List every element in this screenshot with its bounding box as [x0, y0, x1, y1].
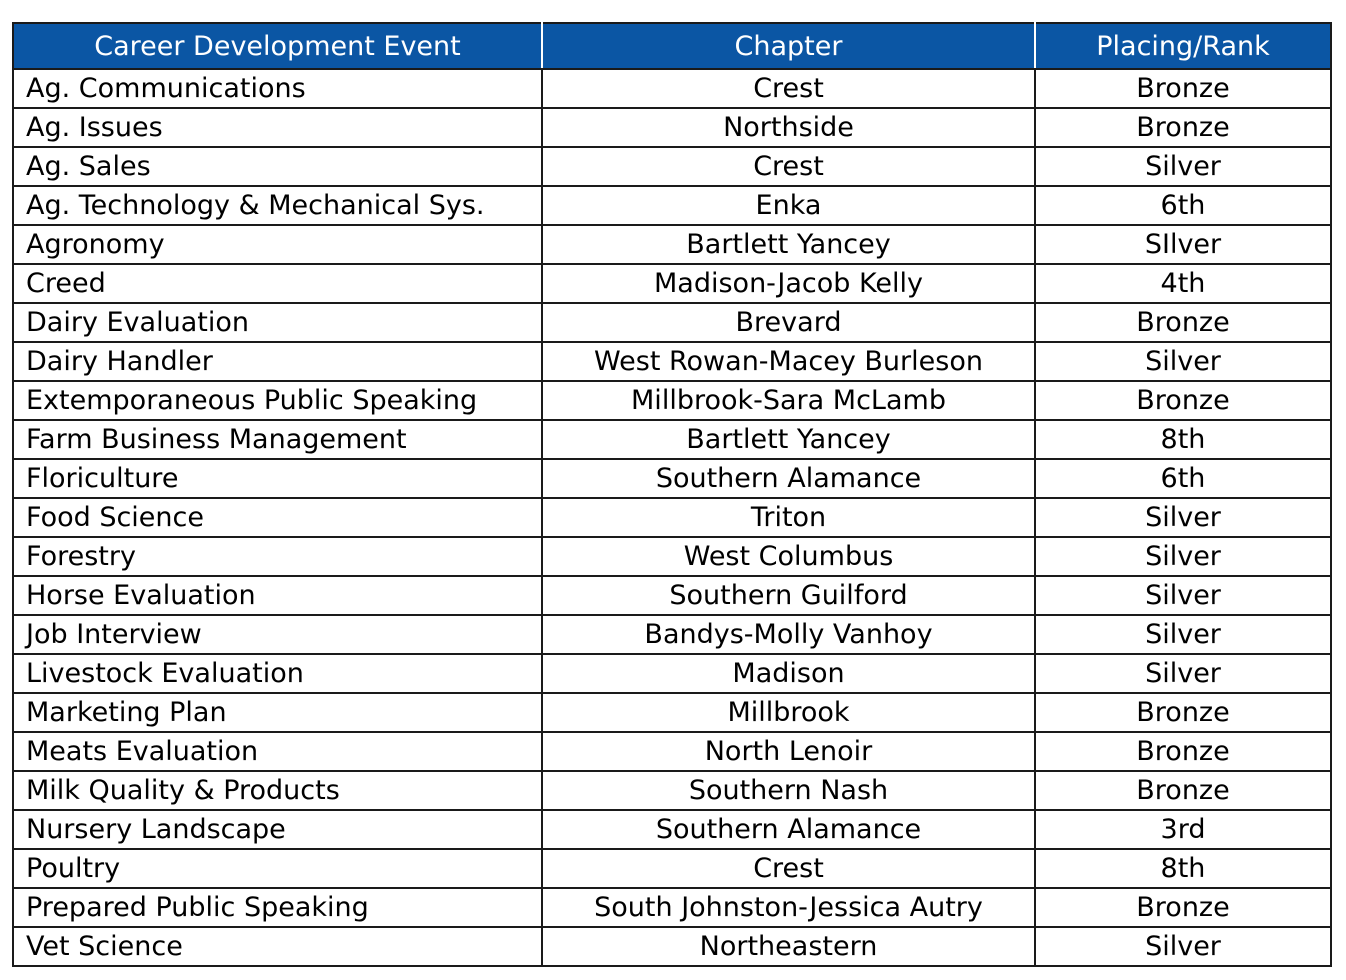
table-row: [13, 264, 1331, 303]
chapter-cell: Brevard: [542, 303, 1035, 342]
chapter-cell: Southern Guilford: [542, 576, 1035, 615]
event-cell: Milk Quality & Products: [13, 771, 542, 810]
event-cell: Livestock Evaluation: [13, 654, 542, 693]
table-row: [13, 69, 1331, 108]
rank-cell: Bronze: [1035, 693, 1331, 732]
chapter-cell: South Johnston-Jessica Autry: [542, 888, 1035, 927]
event-cell: Floriculture: [13, 459, 542, 498]
chapter-cell: Southern Alamance: [542, 810, 1035, 849]
rank-cell: Silver: [1035, 615, 1331, 654]
chapter-cell: Bartlett Yancey: [542, 420, 1035, 459]
chapter-cell: Northeastern: [542, 927, 1035, 966]
event-cell: Vet Science: [13, 927, 542, 966]
cde-results-table: [12, 22, 1332, 967]
results-table-container: [12, 22, 1330, 967]
rank-cell: SIlver: [1035, 225, 1331, 264]
rank-cell: Bronze: [1035, 69, 1331, 108]
table-row: [13, 147, 1331, 186]
table-row: [13, 381, 1331, 420]
event-cell: Meats Evaluation: [13, 732, 542, 771]
rank-cell: 8th: [1035, 849, 1331, 888]
chapter-cell: Madison: [542, 654, 1035, 693]
event-cell: Ag. Issues: [13, 108, 542, 147]
chapter-cell: West Columbus: [542, 537, 1035, 576]
table-row: [13, 771, 1331, 810]
event-cell: Food Science: [13, 498, 542, 537]
event-cell: Horse Evaluation: [13, 576, 542, 615]
rank-cell: Silver: [1035, 342, 1331, 381]
table-row: [13, 927, 1331, 966]
rank-cell: Silver: [1035, 498, 1331, 537]
event-cell: Forestry: [13, 537, 542, 576]
table-row: [13, 303, 1331, 342]
table-row: [13, 849, 1331, 888]
chapter-cell: Millbrook: [542, 693, 1035, 732]
chapter-cell: Southern Alamance: [542, 459, 1035, 498]
rank-cell: 4th: [1035, 264, 1331, 303]
event-cell: Ag. Technology & Mechanical Sys.: [13, 186, 542, 225]
chapter-cell: Triton: [542, 498, 1035, 537]
chapter-cell: Crest: [542, 849, 1035, 888]
chapter-cell: Southern Nash: [542, 771, 1035, 810]
table-row: [13, 498, 1331, 537]
table-row: [13, 810, 1331, 849]
chapter-cell: Bartlett Yancey: [542, 225, 1035, 264]
event-cell: Agronomy: [13, 225, 542, 264]
rank-cell: 8th: [1035, 420, 1331, 459]
rank-cell: Silver: [1035, 927, 1331, 966]
chapter-cell: Millbrook-Sara McLamb: [542, 381, 1035, 420]
event-cell: Creed: [13, 264, 542, 303]
table-row: [13, 888, 1331, 927]
event-cell: Prepared Public Speaking: [13, 888, 542, 927]
event-cell: Ag. Communications: [13, 69, 542, 108]
event-cell: Extemporaneous Public Speaking: [13, 381, 542, 420]
table-row: [13, 342, 1331, 381]
rank-cell: Bronze: [1035, 303, 1331, 342]
table-row: [13, 459, 1331, 498]
rank-cell: Silver: [1035, 654, 1331, 693]
event-cell: Marketing Plan: [13, 693, 542, 732]
event-cell: Dairy Handler: [13, 342, 542, 381]
chapter-cell: Northside: [542, 108, 1035, 147]
rank-cell: 6th: [1035, 186, 1331, 225]
chapter-cell: West Rowan-Macey Burleson: [542, 342, 1035, 381]
table-row: [13, 576, 1331, 615]
rank-cell: Silver: [1035, 537, 1331, 576]
rank-cell: Bronze: [1035, 108, 1331, 147]
column-header-rank: Placing/Rank: [1035, 23, 1331, 69]
table-header-row: [13, 23, 1331, 69]
rank-cell: Bronze: [1035, 888, 1331, 927]
table-row: [13, 693, 1331, 732]
rank-cell: 3rd: [1035, 810, 1331, 849]
chapter-cell: Crest: [542, 69, 1035, 108]
rank-cell: 6th: [1035, 459, 1331, 498]
table-row: [13, 732, 1331, 771]
table-row: [13, 654, 1331, 693]
chapter-cell: Crest: [542, 147, 1035, 186]
chapter-cell: Enka: [542, 186, 1035, 225]
table-row: [13, 186, 1331, 225]
table-row: [13, 108, 1331, 147]
table-body: [13, 69, 1331, 966]
table-row: [13, 420, 1331, 459]
table-row: [13, 615, 1331, 654]
chapter-cell: North Lenoir: [542, 732, 1035, 771]
table-row: [13, 537, 1331, 576]
event-cell: Job Interview: [13, 615, 542, 654]
chapter-cell: Bandys-Molly Vanhoy: [542, 615, 1035, 654]
event-cell: Ag. Sales: [13, 147, 542, 186]
event-cell: Nursery Landscape: [13, 810, 542, 849]
event-cell: Dairy Evaluation: [13, 303, 542, 342]
rank-cell: Bronze: [1035, 381, 1331, 420]
rank-cell: Silver: [1035, 147, 1331, 186]
event-cell: Poultry: [13, 849, 542, 888]
table-row: [13, 225, 1331, 264]
rank-cell: Silver: [1035, 576, 1331, 615]
column-header-chapter: Chapter: [542, 23, 1035, 69]
rank-cell: Bronze: [1035, 732, 1331, 771]
event-cell: Farm Business Management: [13, 420, 542, 459]
rank-cell: Bronze: [1035, 771, 1331, 810]
column-header-event: Career Development Event: [13, 23, 542, 69]
chapter-cell: Madison-Jacob Kelly: [542, 264, 1035, 303]
